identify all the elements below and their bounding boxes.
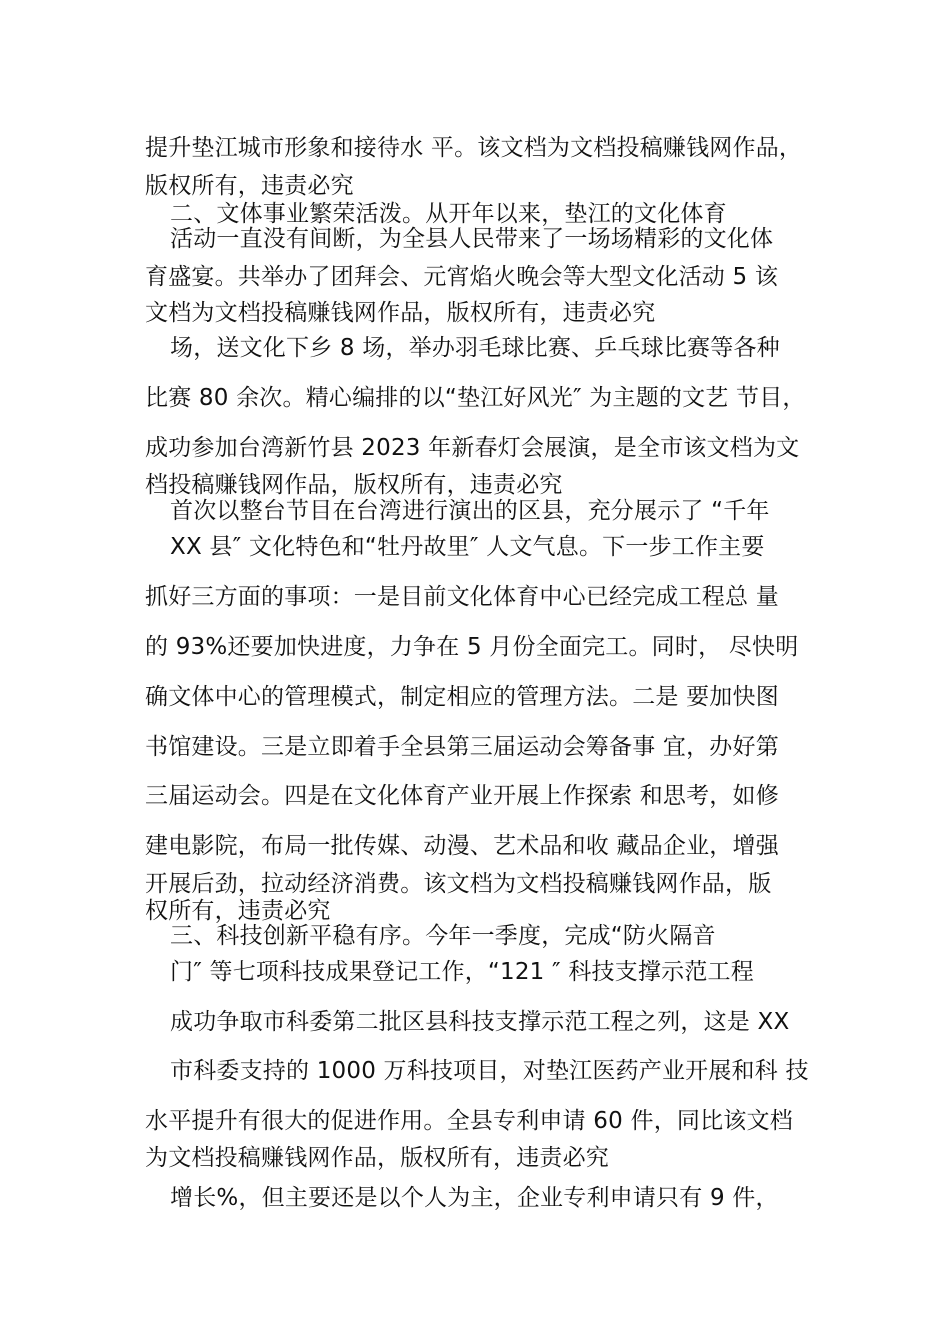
text-line: 增长%，但主要还是以个人为主，企业专利申请只有 9 件， [170, 1185, 779, 1211]
text-line: 三届运动会。四是在文化体育产业开展上作探索 和思考，如修 [145, 783, 779, 809]
text-line: 版权所有，违责必究 [145, 173, 354, 199]
text-line: 场，送文化下乡 8 场，举办羽毛球比赛、乒乓球比赛等各种 [170, 335, 780, 361]
text-line: 活动一直没有间断，为全县人民带来了一场场精彩的文化体 [170, 226, 774, 252]
text-line: 的 93%还要加快进度，力争在 5 月份全面完工。同时， 尽快明 [145, 634, 799, 660]
text-line: 成功参加台湾新竹县 2023 年新春灯会展演，是全市该文档为文 [145, 435, 800, 461]
text-line: 提升垫江城市形象和接待水 平。该文档为文档投稿赚钱网作品， [145, 135, 803, 161]
text-line: 权所有，违责必究 [145, 898, 331, 924]
text-line: 二、文体事业繁荣活泼。从开年以来，垫江的文化体育 [170, 201, 727, 227]
text-line: 比赛 80 余次。精心编排的以“垫江好风光″ 为主题的文艺 节目， [145, 385, 806, 411]
text-line: 确文体中心的管理模式，制定相应的管理方法。二是 要加快图 [145, 684, 779, 710]
text-line: 开展后劲，拉动经济消费。该文档为文档投稿赚钱网作品，版 [145, 871, 772, 897]
text-line: 育盛宴。共举办了团拜会、元宵焰火晚会等大型文化活动 5 该 [145, 264, 779, 290]
text-line: 水平提升有很大的促进作用。全县专利申请 60 件，同比该文档 [145, 1108, 793, 1134]
text-line: 市科委支持的 1000 万科技项目，对垫江医药产业开展和科 技 [170, 1058, 809, 1084]
text-line: 抓好三方面的事项：一是目前文化体育中心已经完成工程总 量 [145, 584, 779, 610]
text-line: 门″ 等七项科技成果登记工作，“121 ″ 科技支撑示范工程 [170, 959, 754, 985]
text-line: 为文档投稿赚钱网作品，版权所有，违责必究 [145, 1145, 609, 1171]
text-line: 三、科技创新平稳有序。今年一季度，完成“防火隔音 [170, 923, 716, 949]
text-line: XX 县″ 文化特色和“牡丹故里″ 人文气息。下一步工作主要 [170, 534, 765, 560]
text-line: 档投稿赚钱网作品，版权所有，违责必究 [145, 472, 563, 498]
text-line: 首次以整台节目在台湾进行演出的区县，充分展示了 “千年 [170, 498, 770, 524]
text-line: 建电影院，布局一批传媒、动漫、艺术品和收 藏品企业，增强 [145, 833, 779, 859]
text-line: 成功争取市科委第二批区县科技支撑示范工程之列，这是 XX [170, 1009, 790, 1035]
text-line: 书馆建设。三是立即着手全县第三届运动会筹备事 宜，办好第 [145, 734, 779, 760]
text-line: 文档为文档投稿赚钱网作品，版权所有，违责必究 [145, 300, 656, 326]
